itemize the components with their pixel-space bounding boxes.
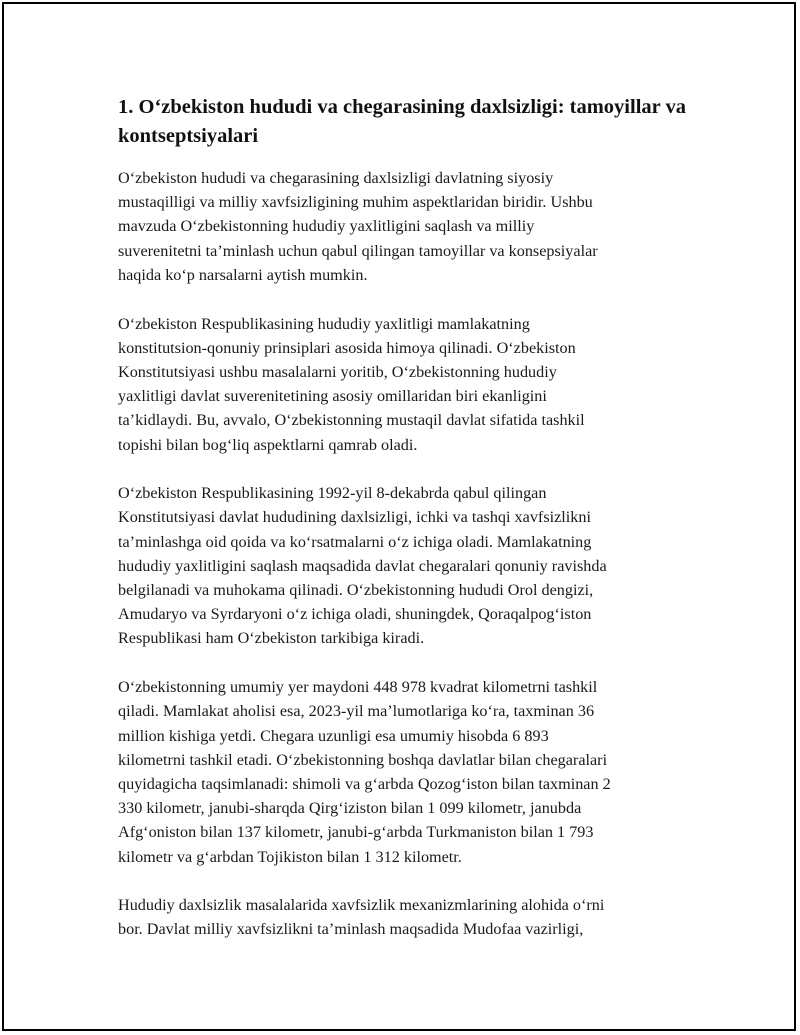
document-body xyxy=(118,93,688,966)
paragraph-territorial-integrity: O‘zbekiston Respublikasining hududiy yaxlitligi mamlakatning konstitutsion-qonuniy prinsiplari asosida himoya qilinadi. O‘zbekiston Konstitutsiyasi ushbu masalalarni yoritib, O‘zbekistonning hududiy yaxlitligi davlat suverenitetining asosiy omillaridan biri ekanligini ta’kidlaydi. Bu, avvalo, O‘zbekistonning mustaqil davlat sifatida tashkil topishi bilan bog‘liq aspektlarni qamrab oladi. xyxy=(118,314,585,454)
paragraph-constitution: O‘zbekiston Respublikasining 1992-yil 8-dekabrda qabul qilingan Konstitutsiyasi davlat hududining daxlsizligi, ichki va tashqi xavfsizlikni ta’minlashga oid qoida va ko‘rsatmalarni o‘z ichiga oladi. Mamlakatning hududiy yaxlitligini saqlash maqsadida davlat chegaralari qonuniy ravishda belgilanadi va muhokama qilinadi. O‘zbekistonning hududi Orol dengizi, Amudaryo va Syrdaryoni o‘z ichiga oladi, shuningdek, Qoraqalpog‘iston Respublikasi ham O‘zbekiston tarkibiga kiradi. xyxy=(118,484,607,648)
section-heading: 1. O‘zbekiston hududi va chegarasining daxlsizligi: tamoyillar va kontseptsiyalari xyxy=(118,96,686,147)
paragraph-security: Hududiy daxlsizlik masalalarida xavfsizlik mexanizmlarining alohida o‘rni bor. Davlat milliy xavfsizlikni ta’minlash maqsadida Mudofaa vazirligi, xyxy=(118,896,605,939)
paragraph-borders: O‘zbekistonning umumiy yer maydoni 448 978 kvadrat kilometrni tashkil qiladi. Mamlakat aholisi esa, 2023-yil ma’lumotlariga ko‘ra, taxminan 36 million kishiga yetdi. Chegara uzunligi esa umumiy hisobda 6 893 kilometrni tashkil etadi. O‘zbekistonning boshqa davlatlar bilan chegaralari quyidagicha taqsimlanadi: shimoli va g‘arbda Qozog‘iston bilan taxminan 2 330 kilometr, janubi-sharqda Qirg‘iziston bilan 1 099 kilometr, janubda Afg‘oniston bilan 137 kilometr, janubi-g‘arbda Turkmaniston bilan 1 793 kilometr va g‘arbdan Tojikiston bilan 1 312 kilometr. xyxy=(118,678,611,866)
paragraph-intro: O‘zbekiston hududi va chegarasining daxlsizligi davlatning siyosiy mustaqilligi va milliy xavfsizligining muhim aspektlaridan biridir. Ushbu mavzuda O‘zbekistonning hududiy yaxlitligini saqlash va milliy suverenitetni ta’minlash uchun qabul qilingan tamoyillar va konsepsiyalar haqida ko‘p narsalarni aytish mumkin. xyxy=(118,169,598,284)
